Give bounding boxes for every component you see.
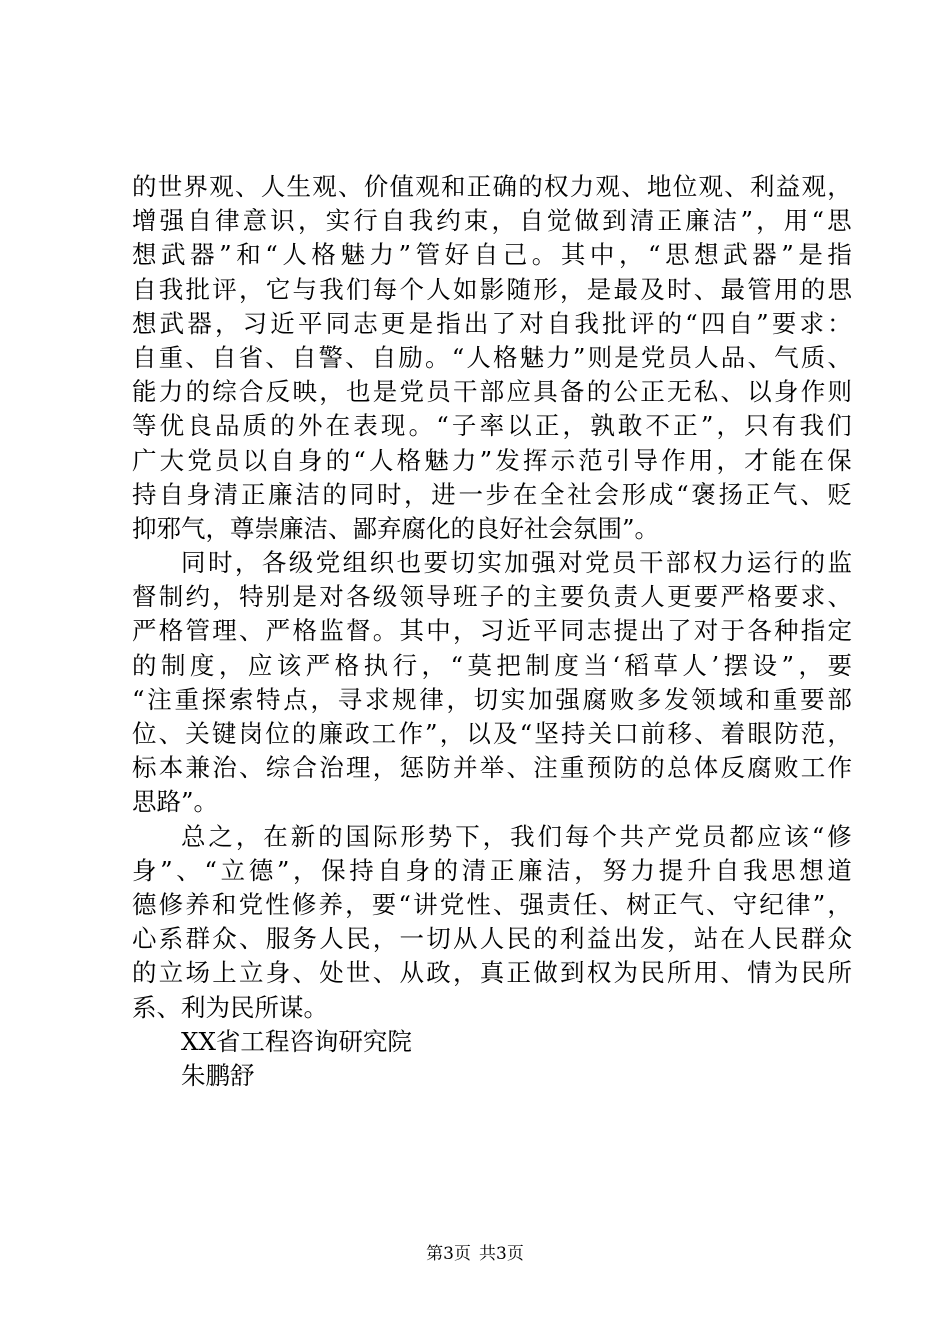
text-line: 增 强 自 律 意 识 ， 实 行 自 我 约 束 ， 自 觉 做 到 清 正 廉 洁 ” ， 用 “ 思 [132, 206, 852, 236]
text-line: 系、利为民所谋。 [132, 992, 328, 1022]
text-line: 等 优 良 品 质 的 外 在 表 现 。 “ 子 率 以 正 ， 孰 敢 不 正 ” ， 只 有 我 们 [132, 411, 852, 441]
text-line: 能 力 的 综 合 反 映 ， 也 是 党 员 干 部 应 具 备 的 公 正 无 私 、 以 身 作 则 [132, 377, 852, 407]
text-line: 抑邪气，尊崇廉洁、鄙弃腐化的良好社会氛围”。 [132, 513, 660, 543]
text-line: 心 系 群 众 、 服 务 人 民 ， 一 切 从 人 民 的 利 益 出 发 ， 站 在 人 民 群 众 [132, 924, 852, 954]
text-line: 同 时 ， 各 级 党 组 织 也 要 切 实 加 强 对 党 员 干 部 权 力 运 行 的 监 [181, 548, 852, 578]
text-line: 位 、 关 键 岗 位 的 廉 政 工 作 ” ， 以 及 “ 坚 持 关 口 前 移 、 着 眼 防 范 ， [132, 719, 852, 748]
text-line: 身 ” 、 “ 立 德 ” ， 保 持 自 身 的 清 正 廉 洁 ， 努 力 提 升 自 我 思 想 道 [132, 855, 852, 885]
text-line: 总 之 ， 在 新 的 国 际 形 势 下 ， 我 们 每 个 共 产 党 员 都 应 该 “ 修 [181, 821, 852, 851]
page-number-current: 第3页 [426, 1244, 471, 1264]
text-line: 自 我 批 评 ， 它 与 我 们 每 个 人 如 影 随 形 ， 是 最 及 时 、 最 管 用 的 思 [132, 274, 852, 304]
text-line: 想 武 器 ， 习 近 平 同 志 更 是 指 出 了 对 自 我 批 评 的 “ 四 自 ” 要 求 ： [132, 308, 852, 338]
text-line: 广 大 党 员 以 自 身 的 “ 人 格 魅 力 ” 发 挥 示 范 引 导 作 用 ， 才 能 在 保 [132, 445, 852, 475]
page-number-total: 共3页 [479, 1244, 524, 1264]
text-line: 持 自 身 清 正 廉 洁 的 同 时 ， 进 一 步 在 全 社 会 形 成 “ 褒 扬 正 气 、 贬 [132, 479, 852, 509]
text-line: 自 重 、 自 省 、 自 警 、 自 励 。 “ 人 格 魅 力 ” 则 是 党 员 人 品 、 气 质 、 [132, 342, 852, 372]
text-line: 标 本 兼 治 、 综 合 治 理 ， 惩 防 并 举 、 注 重 预 防 的 总 体 反 腐 败 工 作 [132, 753, 852, 783]
document-body [132, 170, 852, 1093]
text-line: 的 制 度 ， 应 该 严 格 执 行 ， “ 莫 把 制 度 当 ‘ 稻 草 人 ’ 摆 设 ” ， 要 [132, 650, 852, 680]
text-line: 督 制 约 ， 特 别 是 对 各 级 领 导 班 子 的 主 要 负 责 人 更 要 严 格 要 求 、 [132, 582, 852, 612]
text-line: 德 修 养 和 党 性 修 养 ， 要 “ 讲 党 性 、 强 责 任 、 树 正 气 、 守 纪 律 ” ， [132, 889, 852, 919]
text-line: 的 立 场 上 立 身 、 处 世 、 从 政 ， 真 正 做 到 权 为 民 所 用 、 情 为 民 所 [132, 958, 852, 988]
text-line: 思路”。 [132, 787, 219, 817]
text-line: 朱鹏舒 [181, 1060, 255, 1090]
page-footer [0, 1243, 950, 1265]
text-line: 想 武 器 ” 和 “ 人 格 魅 力 ” 管 好 自 己 。 其 中 ， “ 思 想 武 器 ” 是 指 [132, 240, 852, 270]
text-line: 的 世 界 观 、 人 生 观 、 价 值 观 和 正 确 的 权 力 观 、 地 位 观 、 利 益 观 ， [132, 172, 852, 201]
text-line: “ 注 重 探 索 特 点 ， 寻 求 规 律 ， 切 实 加 强 腐 败 多 发 领 域 和 重 要 部 [132, 684, 852, 714]
text-line: XX省工程咨询研究院 [181, 1026, 412, 1056]
text-line: 严 格 管 理 、 严 格 监 督 。 其 中 ， 习 近 平 同 志 提 出 了 对 于 各 种 指 定 [132, 616, 852, 646]
